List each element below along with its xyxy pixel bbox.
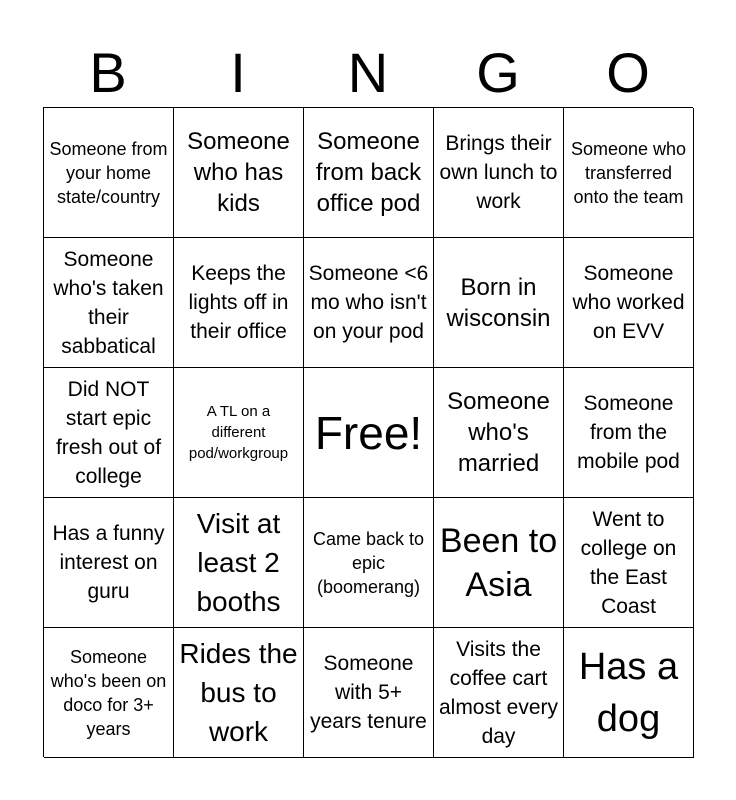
bingo-cell[interactable] bbox=[304, 628, 434, 758]
cell-text: Brings their own lunch to work bbox=[439, 132, 558, 213]
bingo-grid bbox=[43, 107, 693, 757]
cell-text: Someone who's been on doco for 3+ years bbox=[50, 646, 167, 739]
bingo-cell[interactable] bbox=[564, 238, 694, 368]
cell-text: Someone <6 mo who isn't on your pod bbox=[308, 262, 429, 343]
header-letter-n: N bbox=[347, 41, 389, 104]
header-letter-i: I bbox=[230, 41, 246, 104]
bingo-cell[interactable] bbox=[434, 108, 564, 238]
cell-text: Someone who's taken their sabbatical bbox=[53, 247, 164, 358]
cell-text: Someone from your home state/country bbox=[49, 138, 168, 207]
cell-text: Someone from the mobile pod bbox=[577, 392, 680, 473]
bingo-cell[interactable] bbox=[44, 628, 174, 758]
cell-text: Went to college on the East Coast bbox=[580, 507, 677, 618]
bingo-cell[interactable] bbox=[304, 108, 434, 238]
bingo-cell[interactable] bbox=[564, 628, 694, 758]
bingo-free-cell[interactable] bbox=[304, 368, 434, 498]
cell-text: Someone who has kids bbox=[187, 128, 290, 217]
cell-text: Keeps the lights off in their office bbox=[188, 262, 289, 343]
bingo-cell[interactable] bbox=[434, 368, 564, 498]
bingo-cell[interactable] bbox=[44, 108, 174, 238]
bingo-cell[interactable] bbox=[174, 108, 304, 238]
header-letter-g: G bbox=[476, 41, 520, 104]
bingo-cell[interactable] bbox=[304, 498, 434, 628]
cell-text: Visits the coffee cart almost every day bbox=[438, 637, 559, 748]
cell-text: Visit at least 2 booths bbox=[196, 508, 281, 617]
cell-text: Someone who transferred onto the team bbox=[570, 138, 687, 207]
bingo-cell[interactable] bbox=[434, 238, 564, 368]
bingo-cell[interactable] bbox=[564, 108, 694, 238]
header-letter-o: O bbox=[606, 41, 650, 104]
bingo-header bbox=[43, 40, 693, 106]
cell-text: Born in wisconsin bbox=[446, 273, 551, 332]
cell-text: Did NOT start epic fresh out of college bbox=[55, 377, 162, 488]
bingo-cell[interactable] bbox=[564, 498, 694, 628]
bingo-cell[interactable] bbox=[174, 368, 304, 498]
cell-text: Someone who's married bbox=[447, 388, 550, 477]
cell-text: Has a funny interest on guru bbox=[52, 522, 165, 603]
bingo-cell[interactable] bbox=[174, 628, 304, 758]
bingo-cell[interactable] bbox=[304, 238, 434, 368]
header-letter-b: B bbox=[89, 41, 127, 104]
cell-text: Someone with 5+ years tenure bbox=[310, 652, 427, 733]
cell-text: Someone from back office pod bbox=[315, 128, 422, 217]
bingo-cell[interactable] bbox=[44, 238, 174, 368]
bingo-cell[interactable] bbox=[44, 498, 174, 628]
cell-text: Rides the bus to work bbox=[179, 638, 298, 747]
cell-text: Free! bbox=[314, 406, 423, 459]
cell-text: Been to Asia bbox=[439, 521, 558, 604]
bingo-cell[interactable] bbox=[434, 628, 564, 758]
bingo-cell[interactable] bbox=[564, 368, 694, 498]
cell-text: Has a dog bbox=[578, 645, 679, 740]
bingo-cell[interactable] bbox=[174, 238, 304, 368]
cell-text: Came back to epic (boomerang) bbox=[312, 528, 425, 597]
cell-text: Someone who worked on EVV bbox=[572, 262, 685, 343]
bingo-cell[interactable] bbox=[44, 368, 174, 498]
cell-text: A TL on a different pod/workgroup bbox=[188, 403, 289, 462]
bingo-cell[interactable] bbox=[434, 498, 564, 628]
bingo-cell[interactable] bbox=[174, 498, 304, 628]
